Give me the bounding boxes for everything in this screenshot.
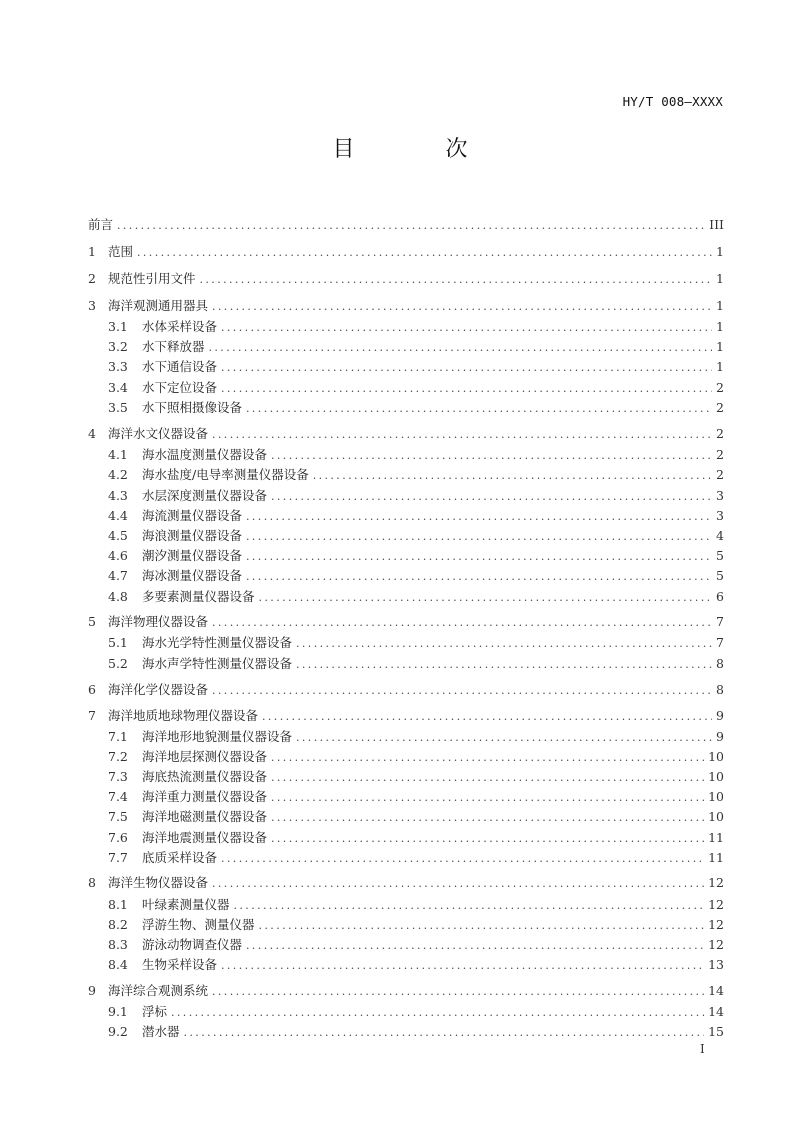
toc-entry-label: 海洋综合观测系统 [108, 983, 209, 998]
dot-leader [212, 613, 712, 633]
toc-entry[interactable] [108, 955, 724, 975]
toc-entry-page: 2 [716, 380, 724, 395]
dot-leader [296, 634, 712, 654]
toc-entry-label: 水下释放器 [142, 339, 205, 354]
dot-leader [259, 588, 712, 608]
dot-leader [259, 916, 705, 936]
toc-entry-label: 水体采样设备 [142, 319, 218, 334]
toc-entry-number: 8.1 [108, 897, 128, 912]
toc-entry-label: 规范性引用文件 [108, 271, 196, 286]
toc-entry-page: 11 [708, 830, 724, 845]
dot-leader [212, 982, 704, 1002]
toc-entry-label: 浮游生物、测量仪器 [142, 917, 255, 932]
toc-entry[interactable] [108, 787, 724, 807]
dot-leader [137, 243, 712, 263]
toc-entry-page: 14 [708, 1004, 724, 1019]
dot-leader [209, 338, 712, 358]
dot-leader [221, 849, 704, 869]
toc-entry[interactable] [108, 357, 724, 377]
toc-entry-number: 7.5 [108, 809, 128, 824]
toc-entry-page: 2 [716, 447, 724, 462]
toc-entry-page: 2 [716, 426, 724, 441]
toc-entry-number: 4.4 [108, 508, 128, 523]
toc-entry[interactable] [108, 566, 724, 586]
toc-entry[interactable] [108, 587, 724, 607]
toc-entry-label: 浮标 [142, 1004, 168, 1019]
toc-entry[interactable] [108, 633, 724, 653]
toc-entry[interactable] [88, 873, 724, 893]
toc-entry[interactable] [108, 727, 724, 747]
toc-entry-label: 水下照相摄像设备 [142, 400, 243, 415]
toc-entry[interactable] [88, 215, 724, 235]
dot-leader [212, 681, 712, 701]
toc-entry[interactable] [88, 981, 724, 1001]
toc-entry-page: 3 [716, 508, 724, 523]
toc-entry-number: 3.1 [108, 319, 128, 334]
toc-entry-page: 10 [708, 789, 724, 804]
dot-leader [117, 216, 705, 236]
toc-entry-number: 7.4 [108, 789, 128, 804]
toc-entry-number: 3.4 [108, 380, 128, 395]
toc-entry-number: 4.6 [108, 548, 128, 563]
toc-entry-page: 2 [716, 467, 724, 482]
toc-entry-page: 1 [716, 244, 724, 259]
toc-entry-label: 叶绿素测量仪器 [142, 897, 230, 912]
toc-entry[interactable] [108, 486, 724, 506]
toc-entry-page: 10 [708, 809, 724, 824]
toc-entry-number: 8.2 [108, 917, 128, 932]
dot-leader [212, 874, 704, 894]
toc-entry[interactable] [108, 337, 724, 357]
toc-entry[interactable] [108, 895, 724, 915]
toc-entry[interactable] [108, 807, 724, 827]
toc-entry-page: 7 [716, 614, 724, 629]
toc-entry-number: 8.3 [108, 937, 128, 952]
toc-entry-label: 海洋地质地球物理仪器设备 [108, 708, 259, 723]
toc-entry-number: 4.8 [108, 589, 128, 604]
toc-entry-number: 4.5 [108, 528, 128, 543]
toc-entry-page: 11 [708, 850, 724, 865]
toc-entry-number: 7.2 [108, 749, 128, 764]
dot-leader [296, 728, 712, 748]
toc-entry-page: 2 [716, 400, 724, 415]
toc-entry[interactable] [88, 296, 724, 316]
toc-entry[interactable] [108, 445, 724, 465]
toc-entry-label: 海洋地震测量仪器设备 [142, 830, 268, 845]
toc-entry[interactable] [88, 706, 724, 726]
toc-entry-page: 9 [716, 729, 724, 744]
toc-entry-page: 1 [716, 339, 724, 354]
toc-entry-page: 12 [708, 875, 724, 890]
toc-entry-number: 6 [88, 682, 96, 697]
dot-leader [221, 318, 712, 338]
footer-page-number: I [700, 1042, 705, 1056]
dot-leader [271, 788, 704, 808]
toc-entry[interactable] [108, 848, 724, 868]
toc-entry-number: 4 [88, 426, 96, 441]
toc-entry-label: 生物采样设备 [142, 957, 218, 972]
toc-entry-page: 1 [716, 359, 724, 374]
toc-entry-number: 9.1 [108, 1004, 128, 1019]
toc-entry[interactable] [108, 935, 724, 955]
toc-entry-label: 潜水器 [142, 1024, 180, 1039]
dot-leader [212, 425, 712, 445]
toc-entry-label: 海冰测量仪器设备 [142, 568, 243, 583]
toc-entry-label: 海洋化学仪器设备 [108, 682, 209, 697]
dot-leader [246, 567, 712, 587]
dot-leader [271, 829, 704, 849]
toc-entry-page: 9 [716, 708, 724, 723]
toc-entry[interactable] [88, 269, 724, 289]
toc-entry-page: 8 [716, 682, 724, 697]
toc-entry-page: 3 [716, 488, 724, 503]
toc-entry-page: 8 [716, 656, 724, 671]
toc-entry-label: 海水盐度/电导率测量仪器设备 [142, 467, 309, 482]
toc-entry-page: 12 [708, 917, 724, 932]
toc-entry[interactable] [88, 680, 724, 700]
toc-entry-number: 9.2 [108, 1024, 128, 1039]
toc-entry-number: 3.5 [108, 400, 128, 415]
toc-entry-number: 7.1 [108, 729, 128, 744]
dot-leader [246, 527, 712, 547]
toc-entry-label: 潮汐测量仪器设备 [142, 548, 243, 563]
toc-entry-label: 海洋重力测量仪器设备 [142, 789, 268, 804]
toc-entry-number: 8 [88, 875, 96, 890]
toc-entry[interactable] [108, 317, 724, 337]
toc-entry[interactable] [108, 747, 724, 767]
page-title: 目 次 [332, 137, 510, 162]
toc-entry[interactable] [88, 612, 724, 632]
toc-entry-number: 3 [88, 298, 96, 313]
toc-entry-number: 4.3 [108, 488, 128, 503]
toc-entry-number: 2 [88, 271, 96, 286]
toc-entry-page: 7 [716, 635, 724, 650]
toc-entry-number: 9 [88, 983, 96, 998]
toc-entry-label: 范围 [108, 244, 134, 259]
toc-entry-label: 前言 [88, 217, 114, 232]
toc-entry-number: 3.2 [108, 339, 128, 354]
toc-entry-number: 5.2 [108, 656, 128, 671]
toc-entry[interactable] [108, 546, 724, 566]
toc-entry[interactable] [88, 424, 724, 444]
toc-entry-page: 12 [708, 937, 724, 952]
toc-entry[interactable] [88, 242, 724, 262]
toc-entry[interactable] [108, 915, 724, 935]
toc-entry-page: 1 [716, 298, 724, 313]
toc-entry-label: 海洋生物仪器设备 [108, 875, 209, 890]
toc-entry-label: 多要素测量仪器设备 [142, 589, 255, 604]
dot-leader [296, 655, 712, 675]
dot-leader [221, 379, 712, 399]
toc-entry-number: 7.3 [108, 769, 128, 784]
dot-leader [171, 1003, 704, 1023]
dot-leader [271, 768, 704, 788]
toc-entry[interactable] [108, 1022, 724, 1042]
dot-leader [184, 1023, 705, 1043]
toc-entry[interactable] [108, 654, 724, 674]
toc-entry-label: 海浪测量仪器设备 [142, 528, 243, 543]
toc-entry-label: 水下通信设备 [142, 359, 218, 374]
toc-entry-label: 海洋地层探测仪器设备 [142, 749, 268, 764]
toc-entry[interactable] [108, 378, 724, 398]
toc-entry[interactable] [108, 506, 724, 526]
dot-leader [246, 399, 712, 419]
dot-leader [246, 507, 712, 527]
toc-entry-label: 海水光学特性测量仪器设备 [142, 635, 293, 650]
toc-entry-label: 游泳动物调查仪器 [142, 937, 243, 952]
toc-entry-number: 1 [88, 244, 96, 259]
toc-entry-number: 4.2 [108, 467, 128, 482]
dot-leader [246, 547, 712, 567]
toc-entry-page: 13 [708, 957, 724, 972]
toc-entry-number: 8.4 [108, 957, 128, 972]
toc-entry-page: 4 [716, 528, 724, 543]
toc-entry-page: 10 [708, 749, 724, 764]
standard-code: HY/T 008—XXXX [622, 94, 723, 109]
toc-entry-page: 15 [708, 1024, 724, 1039]
toc-entry[interactable] [108, 465, 724, 485]
toc-entry[interactable] [108, 526, 724, 546]
toc-entry-label: 水下定位设备 [142, 380, 218, 395]
toc-entry-page: 1 [716, 319, 724, 334]
toc-entry-label: 海流测量仪器设备 [142, 508, 243, 523]
toc-entry-label: 底质采样设备 [142, 850, 218, 865]
toc-entry-number: 7.7 [108, 850, 128, 865]
toc-entry-number: 4.1 [108, 447, 128, 462]
toc-entry[interactable] [108, 767, 724, 787]
dot-leader [262, 707, 712, 727]
dot-leader [234, 896, 705, 916]
toc-entry-label: 海洋水文仪器设备 [108, 426, 209, 441]
toc-entry-number: 4.7 [108, 568, 128, 583]
toc-entry[interactable] [108, 398, 724, 418]
toc-entry-page: 1 [716, 271, 724, 286]
toc-entry-number: 5 [88, 614, 96, 629]
toc-entry-label: 海底热流测量仪器设备 [142, 769, 268, 784]
dot-leader [200, 270, 712, 290]
toc-entry-page: 6 [716, 589, 724, 604]
dot-leader [271, 446, 712, 466]
toc-entry-page: III [709, 217, 724, 232]
toc-entry-number: 5.1 [108, 635, 128, 650]
dot-leader [221, 956, 704, 976]
toc-entry-page: 12 [708, 897, 724, 912]
dot-leader [271, 808, 704, 828]
toc-entry-page: 14 [708, 983, 724, 998]
toc-entry-label: 海洋观测通用器具 [108, 298, 209, 313]
dot-leader [313, 466, 712, 486]
dot-leader [212, 297, 712, 317]
toc-entry-label: 水层深度测量仪器设备 [142, 488, 268, 503]
toc-entry[interactable] [108, 1002, 724, 1022]
toc-entry-label: 海水声学特性测量仪器设备 [142, 656, 293, 671]
dot-leader [246, 936, 704, 956]
toc-entry-label: 海水温度测量仪器设备 [142, 447, 268, 462]
toc-entry-page: 5 [716, 568, 724, 583]
dot-leader [271, 748, 704, 768]
toc-entry-number: 7.6 [108, 830, 128, 845]
toc-entry-page: 5 [716, 548, 724, 563]
toc-entry-label: 海洋地形地貌测量仪器设备 [142, 729, 293, 744]
toc-entry-number: 3.3 [108, 359, 128, 374]
toc-entry[interactable] [108, 828, 724, 848]
toc-entry-page: 10 [708, 769, 724, 784]
toc-entry-label: 海洋物理仪器设备 [108, 614, 209, 629]
toc-entry-label: 海洋地磁测量仪器设备 [142, 809, 268, 824]
toc-entry-number: 7 [88, 708, 96, 723]
dot-leader [271, 487, 712, 507]
dot-leader [221, 358, 712, 378]
